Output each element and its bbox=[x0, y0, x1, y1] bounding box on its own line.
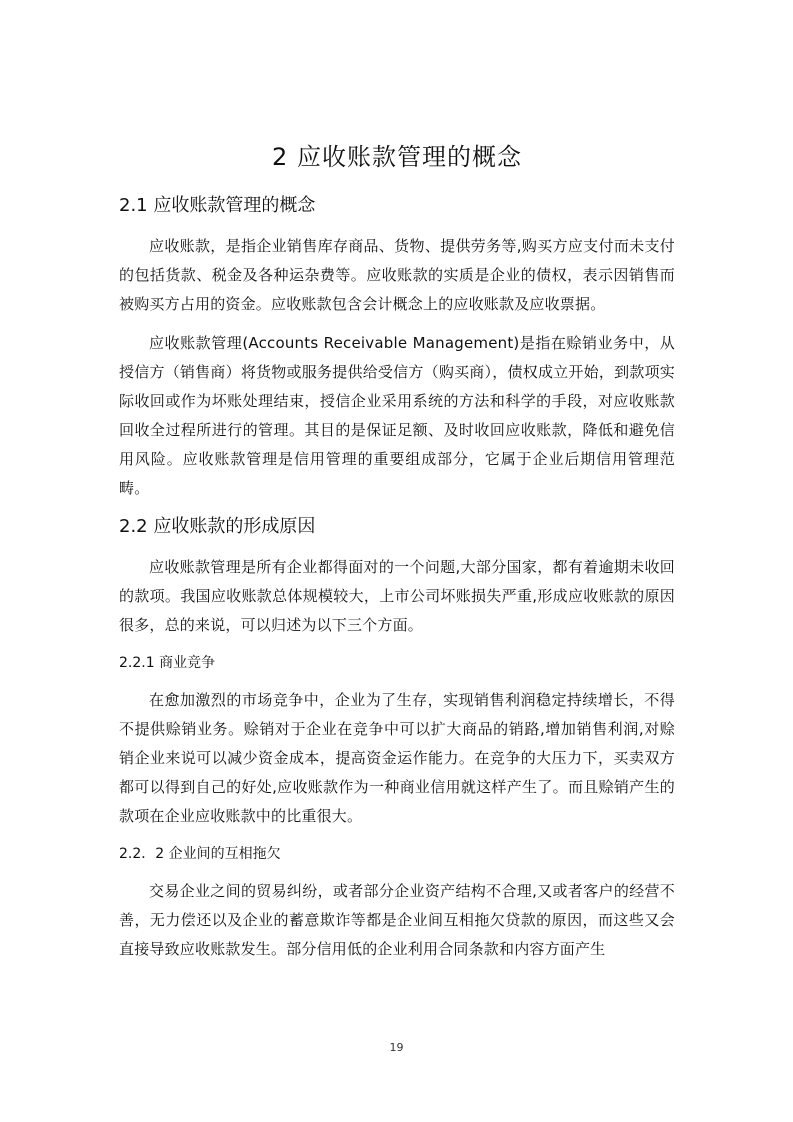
section-heading-2-1: 2.1 应收账款管理的概念 bbox=[119, 195, 316, 216]
section-heading-2-2: 2.2 应收账款的形成原因 bbox=[119, 516, 316, 537]
page-body bbox=[119, 140, 675, 964]
chapter-title: 2 应收账款管理的概念 bbox=[272, 143, 522, 171]
subsection-heading-2-2-2: 2.2．2 企业间的互相拖欠 bbox=[119, 846, 281, 862]
paragraph-business-competition: 在愈加激烈的市场竞争中，企业为了生存，实现销售利润稳定持续增长，不得不提供赊销业务。赊销对于企业在竞争中可以扩大商品的销路,增加销售利润,对赊销企业来说可以减少资金成本，提高资金运作能力。在竞争的大压力下，买卖双方都可以得到自己的好处,应收账款作为一种商业信用就这样产生了。而且赊销产生的款项在企业应收账款中的比重很大。 bbox=[119, 691, 675, 825]
page-number: 19 bbox=[389, 1041, 404, 1054]
paragraph-receivables-management: 应收账款管理(Accounts Receivable Management)是指在赊销业务中，从授信方（销售商）将货物或服务提供给受信方（购买商），债权成立开始，到款项实际收回或作为坏账处理结束，授信企业采用系统的方法和科学的手段，对应收账款回收全过程所进行的管理。其目的是保证足额、及时收回应收账款，降低和避免信用风险。应收账款管理是信用管理的重要组成部分，它属于企业后期信用管理范畴。 bbox=[119, 334, 675, 497]
subsection-heading-2-2-1: 2.2.1 商业竞争 bbox=[119, 655, 216, 671]
paragraph-receivables-definition: 应收账款，是指企业销售库存商品、货物、提供劳务等,购买方应支付而未支付的包括货款、税金及各种运杂费等。应收账款的实质是企业的债权，表示因销售而被购买方占用的资金。应收账款包含会计概念上的应收账款及应收票据。 bbox=[119, 237, 675, 313]
paragraph-formation-causes: 应收账款管理是所有企业都得面对的一个问题,大部分国家，都有着逾期未收回的款项。我国应收账款总体规模较大，上市公司坏账损失严重,形成应收账款的原因很多，总的来说，可以归述为以下三个方面。 bbox=[119, 558, 675, 634]
paragraph-mutual-arrears: 交易企业之间的贸易纠纷，或者部分企业资产结构不合理,又或者客户的经营不善，无力偿还以及企业的蓄意欺诈等都是企业间互相拖欠贷款的原因，而这些又会直接导致应收账款发生。部分信用低的企业利用合同条款和内容方面产生 bbox=[119, 882, 675, 958]
